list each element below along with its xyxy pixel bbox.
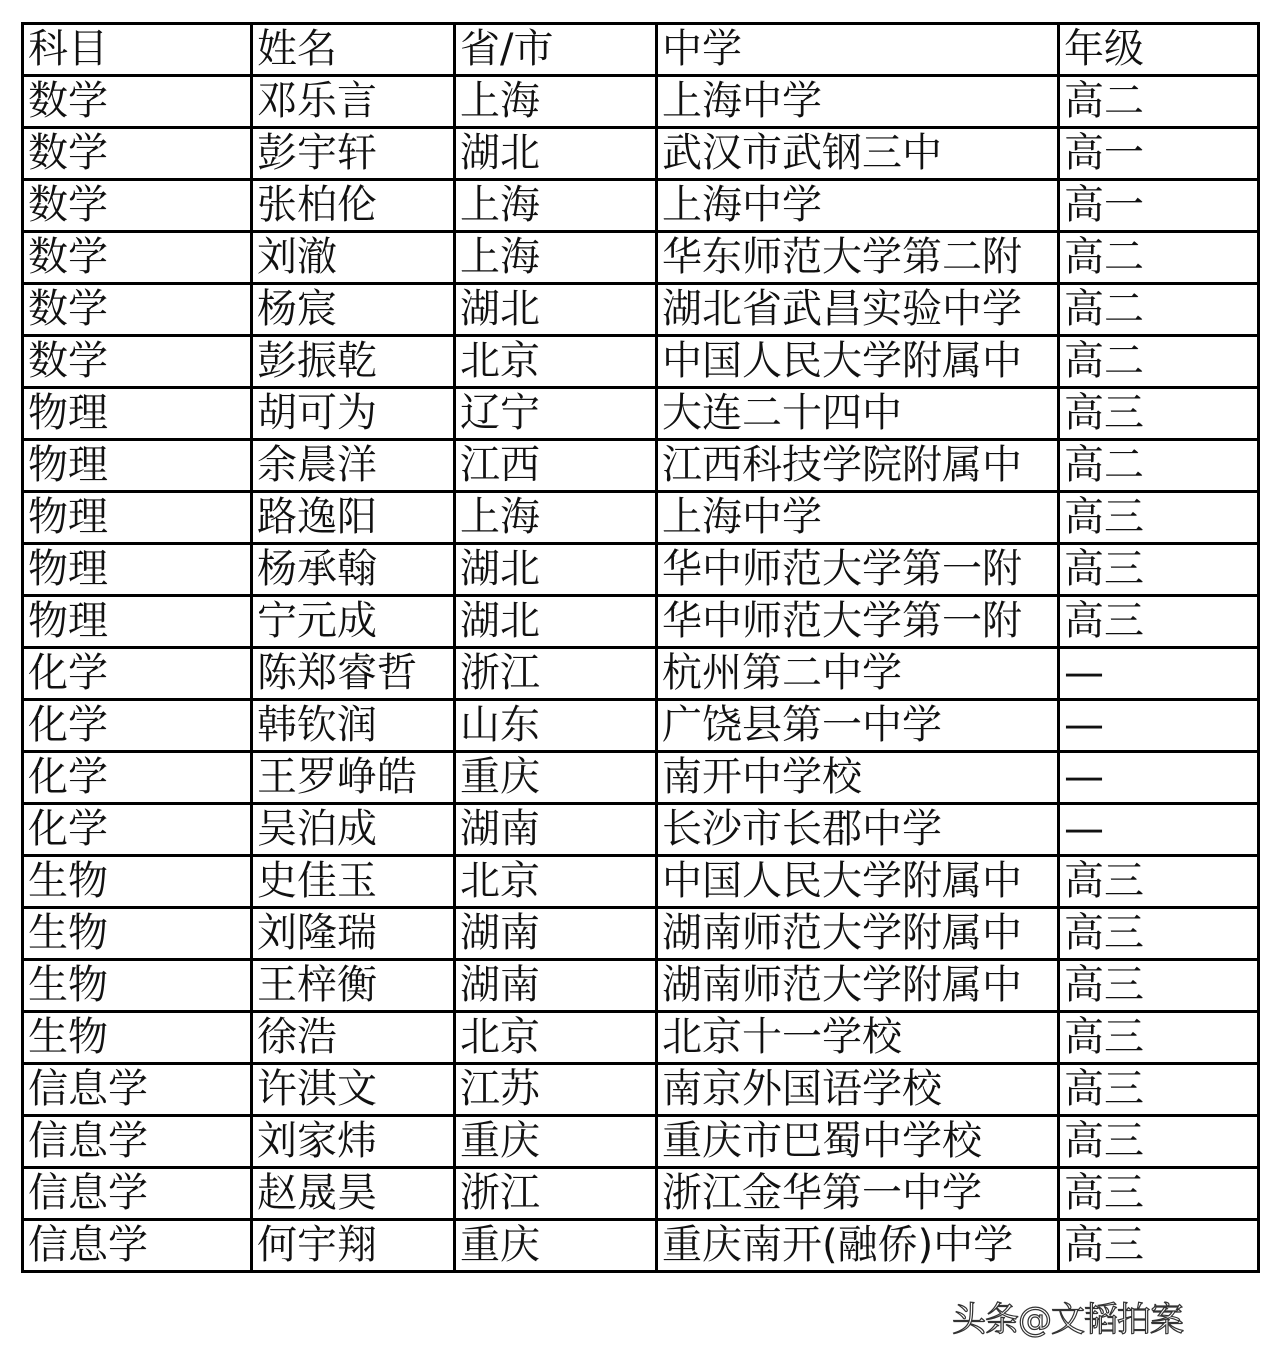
table-row	[23, 752, 1259, 804]
table-row	[23, 804, 1259, 856]
cell-subject: 数学	[23, 76, 252, 128]
cell-name: 路逸阳	[252, 492, 455, 544]
table-row	[23, 1064, 1259, 1116]
table-row	[23, 1168, 1259, 1220]
cell-grade: —	[1059, 752, 1259, 804]
cell-subject: 数学	[23, 180, 252, 232]
cell-name: 吴泊成	[252, 804, 455, 856]
table-row	[23, 388, 1259, 440]
cell-grade: 高三	[1059, 544, 1259, 596]
table-row	[23, 856, 1259, 908]
table-row	[23, 544, 1259, 596]
table-row	[23, 908, 1259, 960]
table-row	[23, 1012, 1259, 1064]
cell-province: 北京	[455, 336, 657, 388]
cell-school: 华中师范大学第一附	[657, 596, 1059, 648]
cell-grade: 高二	[1059, 76, 1259, 128]
table-row	[23, 648, 1259, 700]
cell-grade: 高一	[1059, 180, 1259, 232]
cell-school: 重庆南开(融侨)中学	[657, 1220, 1059, 1272]
table-row	[23, 960, 1259, 1012]
cell-name: 张柏伦	[252, 180, 455, 232]
table-row	[23, 1220, 1259, 1272]
cell-name: 王罗峥皓	[252, 752, 455, 804]
cell-school: 上海中学	[657, 180, 1059, 232]
cell-subject: 物理	[23, 596, 252, 648]
cell-province: 湖南	[455, 908, 657, 960]
cell-province: 上海	[455, 232, 657, 284]
watermark: 头条@文韬拍案	[952, 1300, 1183, 1340]
cell-name: 刘隆瑞	[252, 908, 455, 960]
cell-province: 湖南	[455, 960, 657, 1012]
cell-name: 余晨洋	[252, 440, 455, 492]
cell-province: 山东	[455, 700, 657, 752]
cell-subject: 化学	[23, 700, 252, 752]
cell-province: 上海	[455, 76, 657, 128]
cell-province: 辽宁	[455, 388, 657, 440]
cell-school: 华东师范大学第二附	[657, 232, 1059, 284]
cell-grade: 高三	[1059, 492, 1259, 544]
cell-name: 胡可为	[252, 388, 455, 440]
cell-grade: 高二	[1059, 440, 1259, 492]
cell-school: 华中师范大学第一附	[657, 544, 1059, 596]
table-row	[23, 700, 1259, 752]
cell-name: 徐浩	[252, 1012, 455, 1064]
cell-subject: 信息学	[23, 1064, 252, 1116]
cell-subject: 生物	[23, 908, 252, 960]
cell-grade: 高三	[1059, 1168, 1259, 1220]
cell-school: 江西科技学院附属中	[657, 440, 1059, 492]
table-row	[23, 284, 1259, 336]
cell-subject: 数学	[23, 232, 252, 284]
cell-name: 杨宸	[252, 284, 455, 336]
cell-grade: 高三	[1059, 1116, 1259, 1168]
cell-subject: 物理	[23, 388, 252, 440]
cell-province: 上海	[455, 492, 657, 544]
cell-subject: 信息学	[23, 1116, 252, 1168]
cell-subject: 物理	[23, 544, 252, 596]
cell-grade: 高二	[1059, 336, 1259, 388]
cell-grade: —	[1059, 804, 1259, 856]
cell-name: 王梓衡	[252, 960, 455, 1012]
table-row	[23, 336, 1259, 388]
cell-school: 中国人民大学附属中	[657, 856, 1059, 908]
cell-name: 邓乐言	[252, 76, 455, 128]
cell-grade: 高二	[1059, 284, 1259, 336]
cell-school: 重庆市巴蜀中学校	[657, 1116, 1059, 1168]
cell-subject: 物理	[23, 492, 252, 544]
cell-subject: 信息学	[23, 1168, 252, 1220]
cell-province: 湖北	[455, 284, 657, 336]
cell-grade: 高三	[1059, 908, 1259, 960]
cell-subject: 信息学	[23, 1220, 252, 1272]
cell-province: 湖北	[455, 596, 657, 648]
table-row	[23, 180, 1259, 232]
header-name: 姓名	[252, 24, 455, 76]
cell-school: 大连二十四中	[657, 388, 1059, 440]
cell-province: 北京	[455, 1012, 657, 1064]
table-row	[23, 492, 1259, 544]
cell-province: 上海	[455, 180, 657, 232]
cell-grade: 高三	[1059, 596, 1259, 648]
cell-name: 彭振乾	[252, 336, 455, 388]
cell-grade: 高三	[1059, 388, 1259, 440]
cell-subject: 生物	[23, 1012, 252, 1064]
cell-school: 中国人民大学附属中	[657, 336, 1059, 388]
table-row	[23, 440, 1259, 492]
cell-province: 湖北	[455, 128, 657, 180]
cell-grade: 高三	[1059, 1012, 1259, 1064]
cell-school: 南开中学校	[657, 752, 1059, 804]
cell-province: 重庆	[455, 1220, 657, 1272]
table-row	[23, 596, 1259, 648]
cell-grade: 高三	[1059, 960, 1259, 1012]
cell-name: 刘澈	[252, 232, 455, 284]
cell-school: 杭州第二中学	[657, 648, 1059, 700]
cell-school: 武汉市武钢三中	[657, 128, 1059, 180]
cell-name: 杨承翰	[252, 544, 455, 596]
cell-school: 南京外国语学校	[657, 1064, 1059, 1116]
cell-name: 陈郑睿哲	[252, 648, 455, 700]
cell-school: 上海中学	[657, 76, 1059, 128]
header-grade: 年级	[1059, 24, 1259, 76]
cell-school: 湖南师范大学附属中	[657, 960, 1059, 1012]
cell-grade: —	[1059, 648, 1259, 700]
cell-grade: 高三	[1059, 1064, 1259, 1116]
cell-subject: 化学	[23, 648, 252, 700]
results-table	[21, 22, 1260, 1273]
header-province: 省/市	[455, 24, 657, 76]
cell-province: 湖北	[455, 544, 657, 596]
cell-province: 重庆	[455, 752, 657, 804]
cell-name: 许淇文	[252, 1064, 455, 1116]
cell-subject: 化学	[23, 752, 252, 804]
cell-name: 赵晟昊	[252, 1168, 455, 1220]
cell-school: 北京十一学校	[657, 1012, 1059, 1064]
cell-school: 长沙市长郡中学	[657, 804, 1059, 856]
cell-grade: 高三	[1059, 856, 1259, 908]
cell-name: 宁元成	[252, 596, 455, 648]
header-subject: 科目	[23, 24, 252, 76]
cell-grade: 高一	[1059, 128, 1259, 180]
cell-province: 北京	[455, 856, 657, 908]
table-row	[23, 232, 1259, 284]
header-school: 中学	[657, 24, 1059, 76]
cell-subject: 生物	[23, 856, 252, 908]
cell-subject: 数学	[23, 336, 252, 388]
cell-name: 刘家炜	[252, 1116, 455, 1168]
cell-province: 湖南	[455, 804, 657, 856]
cell-grade: 高二	[1059, 232, 1259, 284]
table-row	[23, 76, 1259, 128]
cell-subject: 生物	[23, 960, 252, 1012]
cell-subject: 化学	[23, 804, 252, 856]
cell-school: 浙江金华第一中学	[657, 1168, 1059, 1220]
cell-province: 江西	[455, 440, 657, 492]
cell-school: 湖南师范大学附属中	[657, 908, 1059, 960]
cell-subject: 数学	[23, 284, 252, 336]
cell-grade: —	[1059, 700, 1259, 752]
cell-province: 重庆	[455, 1116, 657, 1168]
header-row	[23, 24, 1259, 76]
cell-subject: 物理	[23, 440, 252, 492]
cell-school: 上海中学	[657, 492, 1059, 544]
cell-name: 彭宇轩	[252, 128, 455, 180]
cell-school: 广饶县第一中学	[657, 700, 1059, 752]
cell-school: 湖北省武昌实验中学	[657, 284, 1059, 336]
cell-grade: 高三	[1059, 1220, 1259, 1272]
cell-province: 江苏	[455, 1064, 657, 1116]
cell-name: 史佳玉	[252, 856, 455, 908]
cell-province: 浙江	[455, 648, 657, 700]
cell-province: 浙江	[455, 1168, 657, 1220]
cell-name: 韩钦润	[252, 700, 455, 752]
cell-subject: 数学	[23, 128, 252, 180]
table-row	[23, 128, 1259, 180]
table-row	[23, 1116, 1259, 1168]
cell-name: 何宇翔	[252, 1220, 455, 1272]
